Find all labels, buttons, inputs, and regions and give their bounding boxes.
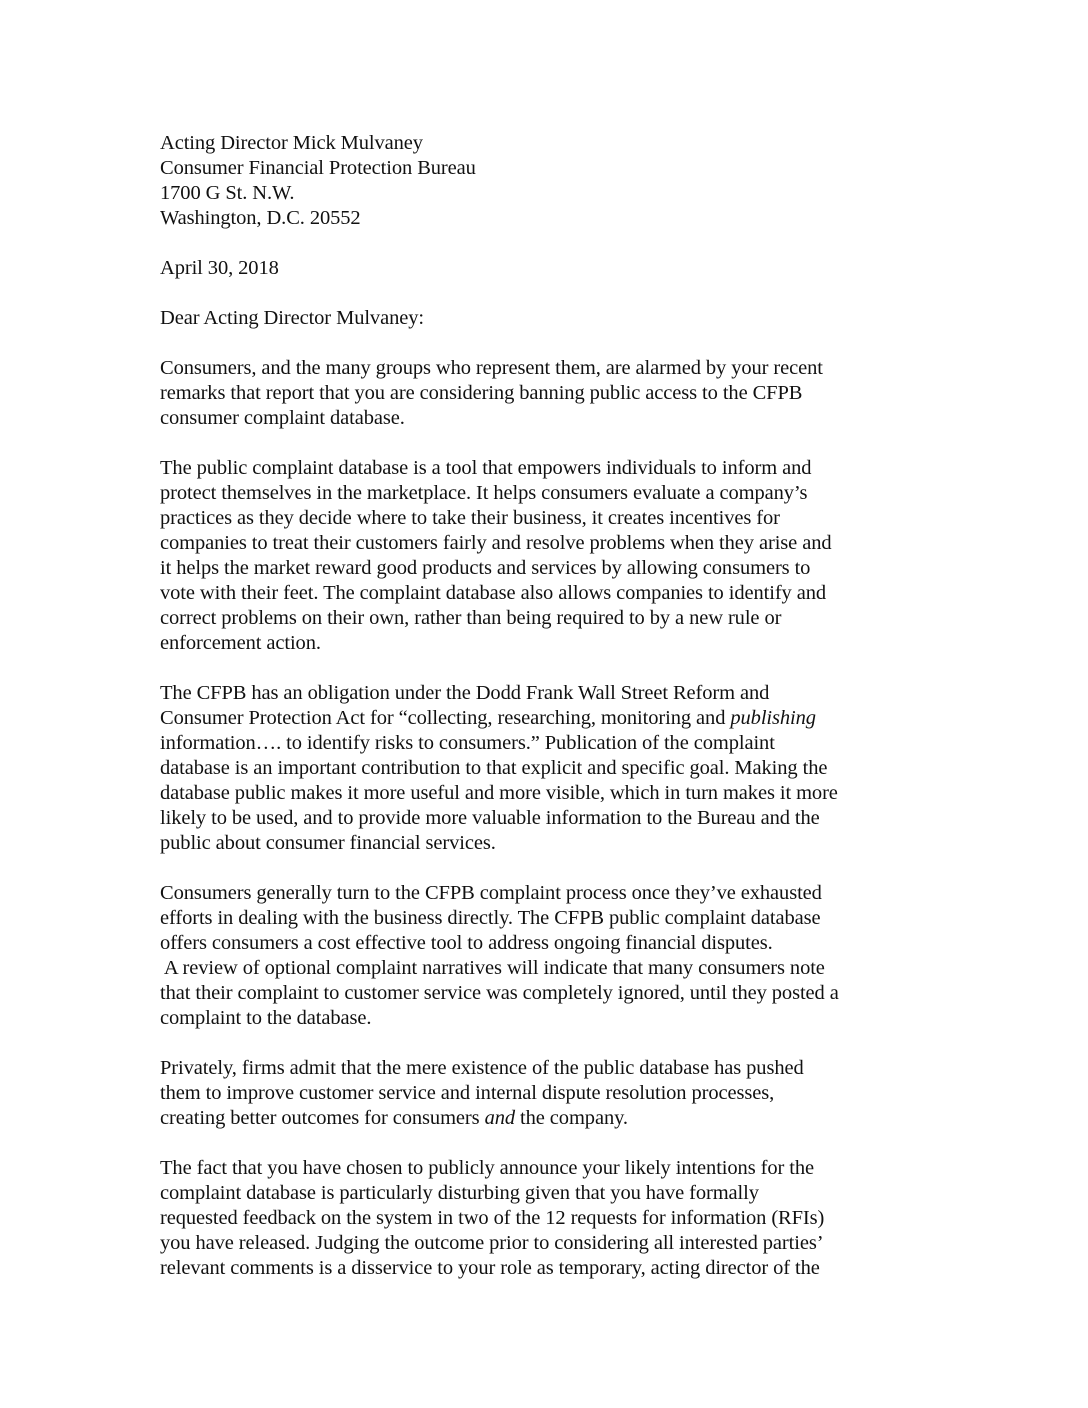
paragraph-6 [160, 1156, 940, 1281]
paragraph-line: consumer complaint database. [160, 407, 405, 429]
paragraph-line: efforts in dealing with the business directly. The CFPB public complaint database [160, 907, 821, 929]
paragraph-2 [160, 456, 940, 656]
paragraph-line: enforcement action. [160, 632, 321, 654]
paragraph-line: likely to be used, and to provide more valuable information to the Bureau and the [160, 807, 820, 829]
paragraph-line: vote with their feet. The complaint database also allows companies to identify and [160, 582, 827, 604]
paragraph-line [160, 1106, 940, 1131]
text-run: the company. [515, 1107, 628, 1129]
paragraph-line: it helps the market reward good products and services by allowing consumers to [160, 557, 811, 579]
recipient-city: Washington, D.C. 20552 [160, 207, 361, 229]
paragraph-line: remarks that report that you are considering banning public access to the CFPB [160, 382, 803, 404]
text-run: creating better outcomes for consumers [160, 1107, 485, 1129]
paragraph-4 [160, 881, 940, 1031]
salutation: Dear Acting Director Mulvaney: [160, 307, 424, 329]
emphasized-text: publishing [730, 707, 816, 729]
letter-date: April 30, 2018 [160, 257, 279, 279]
paragraph-line: The CFPB has an obligation under the Dodd Frank Wall Street Reform and [160, 682, 770, 704]
paragraph-line: correct problems on their own, rather than being required to by a new rule or [160, 607, 782, 629]
paragraph-line: complaint to the database. [160, 1007, 372, 1029]
paragraph-line: information…. to identify risks to consumers.” Publication of the complaint [160, 732, 775, 754]
recipient-name: Acting Director Mick Mulvaney [160, 132, 423, 154]
paragraph-line: The fact that you have chosen to publicly announce your likely intentions for the [160, 1157, 814, 1179]
paragraph-line: database is an important contribution to that explicit and specific goal. Making the [160, 757, 828, 779]
recipient-address [160, 131, 940, 231]
paragraph-line: you have released. Judging the outcome prior to considering all interested parties’ [160, 1232, 824, 1254]
paragraph-1 [160, 356, 940, 431]
recipient-street: 1700 G St. N.W. [160, 182, 295, 204]
paragraph-5 [160, 1056, 940, 1131]
paragraph-line: that their complaint to customer service was completely ignored, until they posted a [160, 982, 839, 1004]
paragraph-line: database public makes it more useful and more visible, which in turn makes it more [160, 782, 838, 804]
paragraph-line: practices as they decide where to take their business, it creates incentives for [160, 507, 780, 529]
letter-page [160, 131, 940, 1281]
paragraph-line: Privately, firms admit that the mere existence of the public database has pushed [160, 1057, 804, 1079]
text-run: Consumer Protection Act for “collecting, researching, monitoring and [160, 707, 731, 729]
paragraph-line: public about consumer financial services. [160, 832, 496, 854]
recipient-organization: Consumer Financial Protection Bureau [160, 157, 476, 179]
paragraph-3 [160, 681, 940, 856]
paragraph-line: A review of optional complaint narratives will indicate that many consumers note [160, 957, 825, 979]
paragraph-line: protect themselves in the marketplace. It helps consumers evaluate a company’s [160, 482, 808, 504]
paragraph-line: companies to treat their customers fairly and resolve problems when they arise and [160, 532, 832, 554]
paragraph-line [160, 706, 940, 731]
paragraph-line: Consumers generally turn to the CFPB complaint process once they’ve exhausted [160, 882, 822, 904]
emphasized-text: and [484, 1107, 516, 1129]
paragraph-line: Consumers, and the many groups who represent them, are alarmed by your recent [160, 357, 823, 379]
paragraph-line: The public complaint database is a tool that empowers individuals to inform and [160, 457, 812, 479]
paragraph-line: them to improve customer service and internal dispute resolution processes, [160, 1082, 775, 1104]
paragraph-line: complaint database is particularly disturbing given that you have formally [160, 1182, 759, 1204]
paragraph-line: relevant comments is a disservice to your role as temporary, acting director of the [160, 1257, 820, 1279]
paragraph-line: requested feedback on the system in two of the 12 requests for information (RFIs) [160, 1207, 825, 1229]
paragraph-line: offers consumers a cost effective tool to address ongoing financial disputes. [160, 932, 773, 954]
